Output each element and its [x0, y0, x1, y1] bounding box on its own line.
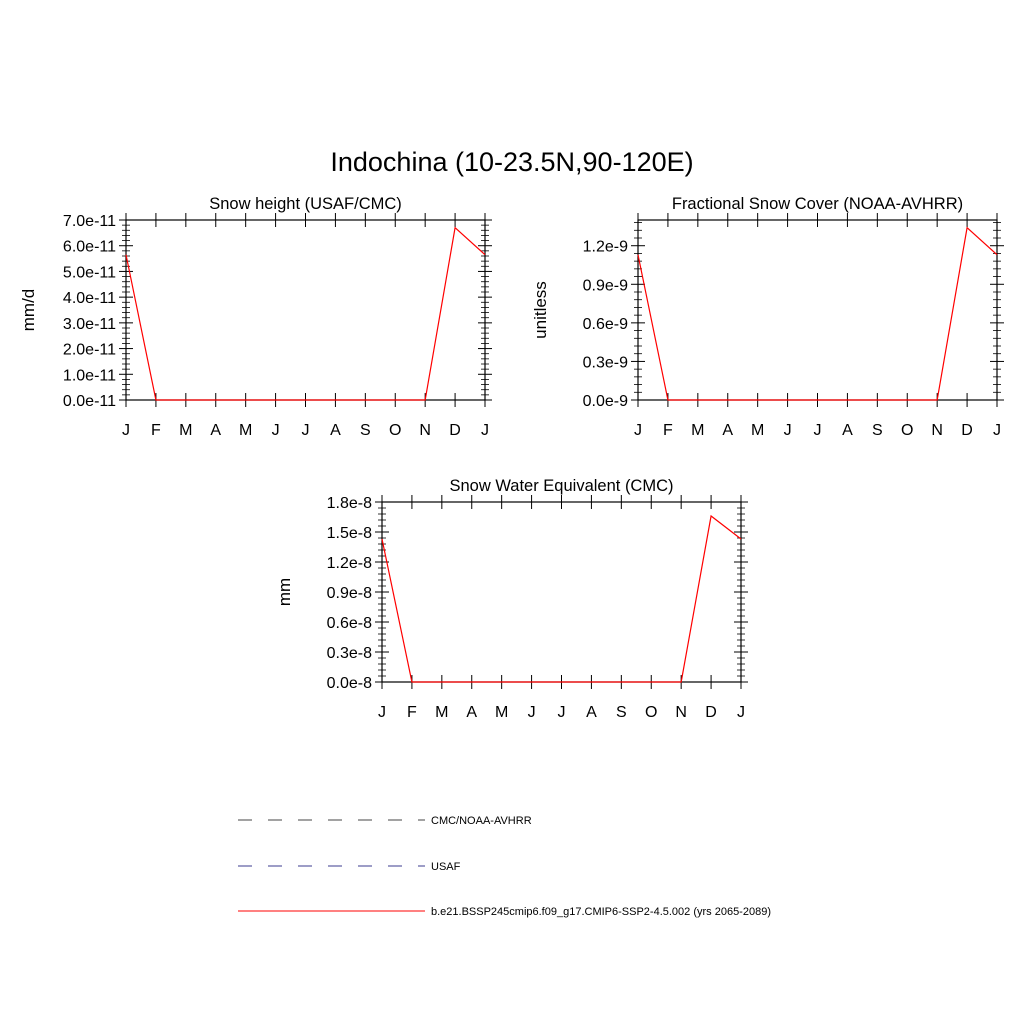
- y-tick-label: 1.8e-8: [326, 495, 372, 512]
- y-axis-label: unitless: [531, 281, 550, 339]
- y-tick-label: 1.5e-8: [326, 525, 372, 542]
- x-tick-label: N: [419, 422, 431, 439]
- chart-panel-2: [531, 195, 1004, 439]
- legend-label: CMC/NOAA-AVHRR: [431, 815, 532, 827]
- x-tick-label: N: [675, 704, 687, 721]
- y-tick-label: 3.0e-11: [62, 315, 116, 333]
- x-tick-label: S: [615, 704, 627, 721]
- x-tick-label: A: [466, 704, 478, 721]
- legend-item-2: [238, 861, 461, 873]
- panels: [19, 195, 1004, 721]
- x-tick-label: D: [705, 704, 717, 721]
- x-tick-label: J: [737, 704, 745, 721]
- x-tick-label: A: [330, 422, 341, 439]
- y-axis-label: mm: [275, 577, 294, 607]
- x-tick-label: J: [481, 422, 489, 439]
- y-tick-label: 1.2e-8: [326, 555, 372, 572]
- y-tick-label: 1.2e-9: [582, 238, 628, 256]
- x-tick-label: J: [271, 422, 280, 439]
- y-tick-label: 0.9e-9: [582, 277, 628, 295]
- x-tick-label: N: [931, 422, 943, 439]
- x-tick-label: O: [645, 704, 658, 721]
- y-tick-label: 0.6e-8: [326, 615, 372, 632]
- x-tick-label: O: [389, 422, 402, 439]
- y-tick-label: 5.0e-11: [62, 264, 116, 282]
- y-tick-label: 2.0e-11: [62, 341, 116, 359]
- x-tick-label: J: [378, 704, 386, 721]
- x-tick-label: J: [527, 704, 536, 721]
- x-tick-label: J: [813, 422, 822, 439]
- chart-panel-1: [19, 195, 492, 439]
- x-tick-label: J: [783, 422, 792, 439]
- x-tick-label: A: [722, 422, 734, 439]
- y-tick-label: 0.6e-9: [582, 315, 628, 333]
- y-tick-label: 0.3e-8: [326, 645, 372, 662]
- legend-label: b.e21.BSSP245cmip6.f09_g17.CMIP6-SSP2-4.5.002 (yrs 2065-2089): [431, 906, 771, 918]
- y-tick-label: 0.0e-8: [326, 675, 372, 692]
- y-tick-label: 0.9e-8: [326, 585, 372, 602]
- y-axis-label: mm/d: [19, 288, 38, 332]
- chart-panel-3: [275, 477, 748, 721]
- x-tick-label: F: [663, 422, 673, 439]
- plot-frame: [126, 220, 485, 400]
- y-tick-label: 0.3e-9: [582, 354, 628, 372]
- x-tick-label: S: [359, 422, 371, 439]
- x-tick-label: A: [586, 704, 597, 721]
- x-tick-label: F: [151, 422, 161, 439]
- x-tick-label: D: [961, 422, 973, 439]
- x-tick-label: M: [691, 422, 705, 439]
- plot-frame: [638, 220, 997, 400]
- x-tick-label: M: [495, 704, 509, 721]
- legend-item-1: [238, 815, 532, 827]
- x-tick-label: F: [407, 704, 417, 721]
- legend-label: USAF: [431, 861, 461, 873]
- legend-item-3: [238, 906, 771, 918]
- x-tick-label: M: [239, 422, 253, 439]
- panel-title: Snow height (USAF/CMC): [209, 195, 402, 213]
- figure-title: Indochina (10-23.5N,90-120E): [330, 147, 694, 177]
- x-tick-label: M: [751, 422, 765, 439]
- y-tick-label: 0.0e-11: [62, 393, 116, 410]
- plot-frame: [382, 502, 741, 682]
- series-line-model: [638, 228, 997, 400]
- series-line-model: [126, 228, 485, 400]
- panel-title: Snow Water Equivalent (CMC): [449, 477, 674, 495]
- x-tick-label: M: [179, 422, 193, 439]
- legend: [238, 815, 771, 918]
- y-tick-label: 7.0e-11: [62, 213, 116, 230]
- y-tick-label: 6.0e-11: [62, 238, 116, 256]
- x-tick-label: O: [901, 422, 914, 439]
- x-tick-label: S: [871, 422, 883, 439]
- panel-title: Fractional Snow Cover (NOAA-AVHRR): [671, 195, 964, 213]
- x-tick-label: J: [993, 422, 1001, 439]
- y-tick-label: 0.0e-9: [582, 393, 628, 410]
- y-tick-label: 4.0e-11: [62, 290, 116, 308]
- y-tick-label: 1.0e-11: [62, 367, 116, 385]
- x-tick-label: J: [122, 422, 130, 439]
- x-tick-label: J: [634, 422, 642, 439]
- x-tick-label: J: [557, 704, 566, 721]
- x-tick-label: A: [210, 422, 222, 439]
- x-tick-label: A: [842, 422, 853, 439]
- x-tick-label: D: [449, 422, 461, 439]
- x-tick-label: J: [301, 422, 310, 439]
- series-line-model: [382, 516, 741, 682]
- x-tick-label: M: [435, 704, 449, 721]
